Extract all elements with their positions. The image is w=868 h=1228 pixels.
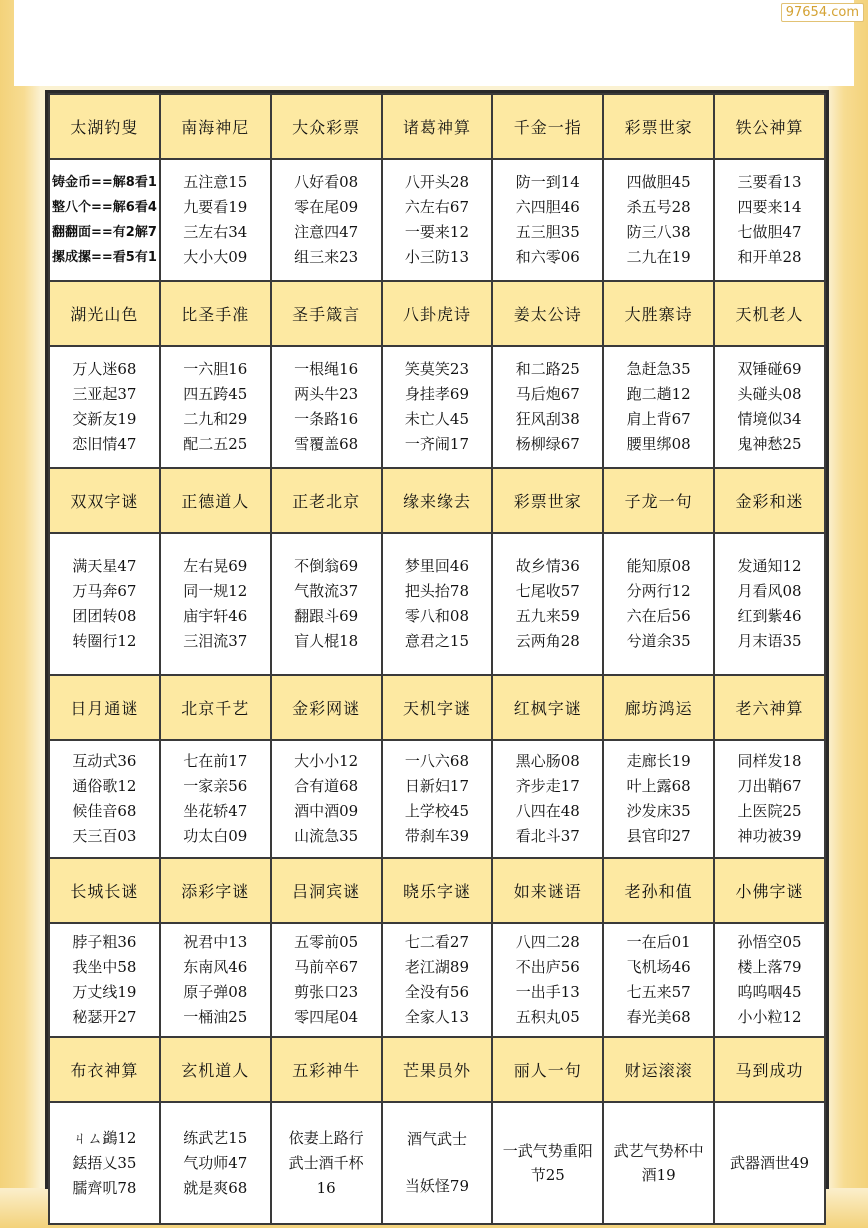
column-header: 如来谜语 bbox=[492, 858, 603, 923]
answer-line: 老江湖89 bbox=[404, 958, 469, 976]
answer-line: 未亡人45 bbox=[404, 410, 469, 428]
answer-line: 兮道余35 bbox=[626, 632, 691, 650]
answer-line: 我坐中58 bbox=[72, 958, 137, 976]
answer-row bbox=[49, 923, 825, 1037]
answer-line: 交新友19 bbox=[72, 410, 137, 428]
answer-line: 七在前17 bbox=[183, 752, 248, 770]
column-header: 玄机道人 bbox=[160, 1037, 271, 1102]
answer-line: 叶上露68 bbox=[626, 777, 691, 795]
answer-line: 三亚起37 bbox=[72, 385, 137, 403]
column-header: 太湖钓叟 bbox=[49, 94, 160, 159]
answer-line: ㄐㄙ鷁12 bbox=[72, 1128, 137, 1147]
answer-line: 县官印27 bbox=[626, 827, 691, 845]
answer-line: 肩上背67 bbox=[626, 410, 691, 428]
answer-line: 全没有56 bbox=[404, 983, 469, 1001]
answer-line: 红到紫46 bbox=[737, 607, 802, 625]
column-header: 老六神算 bbox=[714, 675, 825, 740]
answer-line: 剪张口23 bbox=[294, 983, 359, 1001]
answer-cell bbox=[714, 159, 825, 281]
answer-line: 笑莫笑23 bbox=[404, 360, 469, 378]
column-header: 晓乐字谜 bbox=[382, 858, 493, 923]
answer-cell bbox=[492, 740, 603, 858]
column-header: 添彩字谜 bbox=[160, 858, 271, 923]
answer-line: 转圈行12 bbox=[72, 632, 137, 650]
answer-line: 八四二28 bbox=[515, 933, 580, 951]
answer-line: 带刹车39 bbox=[404, 827, 469, 845]
answer-line: 四五跨45 bbox=[183, 385, 248, 403]
column-header: 廊坊鸿运 bbox=[603, 675, 714, 740]
answer-line: 四要来14 bbox=[737, 198, 802, 216]
column-header: 正德道人 bbox=[160, 468, 271, 533]
answer-line: 八好看08 bbox=[294, 173, 359, 191]
column-header: 圣手箴言 bbox=[271, 281, 382, 346]
answer-line: 山流急35 bbox=[294, 827, 359, 845]
answer-line bbox=[385, 1152, 490, 1174]
answer-line: 整八个==解6看4 bbox=[52, 200, 157, 215]
header-row bbox=[49, 94, 825, 159]
answer-cell bbox=[714, 740, 825, 858]
answer-line: 和开单28 bbox=[737, 248, 802, 266]
answer-line: 团团转08 bbox=[72, 607, 137, 625]
answer-line: 气散流37 bbox=[294, 582, 359, 600]
answer-line: 把头抬78 bbox=[404, 582, 469, 600]
answer-line: 满天星47 bbox=[72, 557, 137, 575]
answer-line: 原子弹08 bbox=[183, 983, 248, 1001]
answer-cell bbox=[492, 1102, 603, 1224]
answer-line: 同一规12 bbox=[183, 582, 248, 600]
answer-line: 大小小12 bbox=[294, 752, 359, 770]
column-header: 比圣手准 bbox=[160, 281, 271, 346]
answer-line: 日新妇17 bbox=[404, 777, 469, 795]
answer-line: 杀五号28 bbox=[626, 198, 691, 216]
answer-cell bbox=[603, 1102, 714, 1224]
answer-line: 注意四47 bbox=[294, 223, 359, 241]
column-header: 天机老人 bbox=[714, 281, 825, 346]
answer-line: 月看风08 bbox=[737, 582, 802, 600]
column-header: 小佛字谜 bbox=[714, 858, 825, 923]
answer-line: 九要看19 bbox=[183, 198, 248, 216]
answer-line: 五积丸05 bbox=[515, 1008, 580, 1026]
answer-line: 上学校45 bbox=[404, 802, 469, 820]
answer-cell bbox=[603, 923, 714, 1037]
answer-row bbox=[49, 159, 825, 281]
answer-line: 万丈线19 bbox=[72, 983, 137, 1001]
answer-cell bbox=[271, 923, 382, 1037]
answer-line: 四做胆45 bbox=[626, 173, 691, 191]
column-header: 千金一指 bbox=[492, 94, 603, 159]
column-header: 长城长谜 bbox=[49, 858, 160, 923]
header-row bbox=[49, 858, 825, 923]
answer-line: 两头牛23 bbox=[294, 385, 359, 403]
answer-line: 左右晃69 bbox=[183, 557, 248, 575]
answer-line: 黑心肠08 bbox=[515, 752, 580, 770]
column-header: 彩票世家 bbox=[603, 94, 714, 159]
top-blank-band bbox=[14, 0, 854, 86]
answer-line: 鬼神愁25 bbox=[737, 435, 802, 453]
answer-line: 马后炮67 bbox=[515, 385, 580, 403]
column-header: 老孙和值 bbox=[603, 858, 714, 923]
answer-line: 一出手13 bbox=[515, 983, 580, 1001]
answer-line: 五零前05 bbox=[294, 933, 359, 951]
answer-line: 七二看27 bbox=[404, 933, 469, 951]
column-header: 金彩网谜 bbox=[271, 675, 382, 740]
answer-line: 零在尾09 bbox=[294, 198, 359, 216]
column-header: 双双字谜 bbox=[49, 468, 160, 533]
answer-line: 铸金币==解8看1 bbox=[52, 175, 157, 190]
column-header: 大胜寨诗 bbox=[603, 281, 714, 346]
column-header: 北京千艺 bbox=[160, 675, 271, 740]
answer-line: 头碰头08 bbox=[737, 385, 802, 403]
column-header: 五彩神牛 bbox=[271, 1037, 382, 1102]
answer-line: 一八六68 bbox=[404, 752, 469, 770]
answer-line: 万马奔67 bbox=[72, 582, 137, 600]
answer-line: 就是爽68 bbox=[183, 1178, 248, 1197]
answer-line: 气功师47 bbox=[183, 1153, 248, 1172]
column-header: 天机字谜 bbox=[382, 675, 493, 740]
answer-line: 一要来12 bbox=[404, 223, 469, 241]
answer-line: 和二路25 bbox=[515, 360, 580, 378]
answer-line: 神功被39 bbox=[737, 827, 802, 845]
answer-line: 六四胆46 bbox=[515, 198, 580, 216]
answer-line: 武器酒世49 bbox=[729, 1153, 810, 1172]
column-header: 八卦虎诗 bbox=[382, 281, 493, 346]
answer-line: 马前卒67 bbox=[294, 958, 359, 976]
answer-line: 防一到14 bbox=[515, 173, 580, 191]
answer-line: 跑二趟12 bbox=[626, 385, 691, 403]
answer-line: 云两角28 bbox=[515, 632, 580, 650]
answer-line: 沙发床35 bbox=[626, 802, 691, 820]
answer-line: 武艺气势杯中酒19 bbox=[613, 1142, 704, 1184]
answer-line: 看北斗37 bbox=[515, 827, 580, 845]
answer-line: 防三八38 bbox=[626, 223, 691, 241]
column-header: 姜太公诗 bbox=[492, 281, 603, 346]
answer-cell bbox=[271, 533, 382, 675]
answer-line: 能知原08 bbox=[626, 557, 691, 575]
riddle-table bbox=[48, 93, 826, 1225]
column-header: 南海神尼 bbox=[160, 94, 271, 159]
answer-line: 八开头28 bbox=[404, 173, 469, 191]
answer-cell bbox=[603, 159, 714, 281]
answer-line: 小小粒12 bbox=[737, 1008, 802, 1026]
answer-cell bbox=[382, 533, 493, 675]
answer-cell bbox=[492, 923, 603, 1037]
header-row bbox=[49, 468, 825, 533]
answer-row bbox=[49, 533, 825, 675]
answer-line: 祝君中13 bbox=[183, 933, 248, 951]
answer-line: 武士酒千杯 bbox=[288, 1153, 364, 1172]
column-header: 诸葛神算 bbox=[382, 94, 493, 159]
answer-cell bbox=[160, 159, 271, 281]
answer-line: 零八和08 bbox=[404, 607, 469, 625]
answer-line: 七尾收57 bbox=[515, 582, 580, 600]
answer-cell bbox=[271, 1102, 382, 1224]
answer-line: 銩捂乂35 bbox=[72, 1153, 137, 1172]
answer-line: 情境似34 bbox=[737, 410, 802, 428]
answer-line: 一武气势重阳节25 bbox=[502, 1142, 593, 1184]
answer-cell bbox=[160, 533, 271, 675]
answer-line: 组三来23 bbox=[294, 248, 359, 266]
answer-line: 练武艺15 bbox=[183, 1128, 248, 1147]
answer-line: 六左右67 bbox=[404, 198, 469, 216]
answer-cell bbox=[271, 346, 382, 468]
column-header: 湖光山色 bbox=[49, 281, 160, 346]
answer-line: 同样发18 bbox=[737, 752, 802, 770]
column-header: 金彩和迷 bbox=[714, 468, 825, 533]
answer-line: 当妖怪79 bbox=[404, 1177, 469, 1195]
answer-line: 上医院25 bbox=[737, 802, 802, 820]
column-header: 财运滚滚 bbox=[603, 1037, 714, 1102]
answer-line: 一桶油25 bbox=[183, 1008, 248, 1026]
answer-line: 零四尾04 bbox=[294, 1008, 359, 1026]
answer-line: 一家亲56 bbox=[183, 777, 248, 795]
answer-cell bbox=[492, 346, 603, 468]
column-header: 马到成功 bbox=[714, 1037, 825, 1102]
answer-line: 齐步走17 bbox=[515, 777, 580, 795]
answer-line: 发通知12 bbox=[737, 557, 802, 575]
answer-line: 故乡情36 bbox=[515, 557, 580, 575]
answer-line: 急赶急35 bbox=[626, 360, 691, 378]
answer-row bbox=[49, 740, 825, 858]
answer-line: 走廊长19 bbox=[626, 752, 691, 770]
column-header: 日月通谜 bbox=[49, 675, 160, 740]
answer-line: 恋旧情47 bbox=[72, 435, 137, 453]
answer-line: 意君之15 bbox=[404, 632, 469, 650]
answer-line: 天三百03 bbox=[72, 827, 137, 845]
answer-cell bbox=[160, 346, 271, 468]
column-header: 子龙一句 bbox=[603, 468, 714, 533]
answer-line: 五注意15 bbox=[183, 173, 248, 191]
answer-cell bbox=[49, 1102, 160, 1224]
column-header: 芒果员外 bbox=[382, 1037, 493, 1102]
answer-cell bbox=[492, 159, 603, 281]
column-header: 丽人一句 bbox=[492, 1037, 603, 1102]
riddle-sheet bbox=[45, 90, 829, 1197]
answer-line: 功太白09 bbox=[183, 827, 248, 845]
site-watermark: 97654.com bbox=[781, 3, 864, 22]
answer-line: 酒中酒09 bbox=[294, 802, 359, 820]
answer-line: 万人迷68 bbox=[72, 360, 137, 378]
answer-line: 候佳音68 bbox=[72, 802, 137, 820]
answer-cell bbox=[714, 533, 825, 675]
answer-cell bbox=[49, 346, 160, 468]
answer-line: 臑齊叽78 bbox=[72, 1178, 137, 1197]
answer-line: 腰里绑08 bbox=[626, 435, 691, 453]
answer-cell bbox=[382, 346, 493, 468]
answer-cell bbox=[603, 740, 714, 858]
answer-line: 五九来59 bbox=[515, 607, 580, 625]
answer-line: 七做胆47 bbox=[737, 223, 802, 241]
answer-line: 分两行12 bbox=[626, 582, 691, 600]
answer-cell bbox=[382, 159, 493, 281]
answer-cell bbox=[160, 923, 271, 1037]
answer-line: 月末语35 bbox=[737, 632, 802, 650]
column-header: 红枫字谜 bbox=[492, 675, 603, 740]
answer-line: 二九和29 bbox=[183, 410, 248, 428]
answer-line: 孙悟空05 bbox=[737, 933, 802, 951]
answer-cell bbox=[603, 346, 714, 468]
answer-line: 大小大09 bbox=[183, 248, 248, 266]
answer-line: 坐花轿47 bbox=[183, 802, 248, 820]
answer-line: 东南风46 bbox=[183, 958, 248, 976]
answer-line: 不出庐56 bbox=[515, 958, 580, 976]
answer-line: 摞成摞==看5有1 bbox=[52, 250, 157, 265]
answer-line: 二九在19 bbox=[626, 248, 691, 266]
answer-line: 身挂孝69 bbox=[404, 385, 469, 403]
answer-line: 三泪流37 bbox=[183, 632, 248, 650]
answer-cell bbox=[160, 740, 271, 858]
answer-cell bbox=[714, 923, 825, 1037]
answer-line: 梦里回46 bbox=[404, 557, 469, 575]
answer-cell bbox=[603, 533, 714, 675]
answer-line: 刀出鞘67 bbox=[737, 777, 802, 795]
answer-line: 三左右34 bbox=[183, 223, 248, 241]
answer-line: 庙宇轩46 bbox=[183, 607, 248, 625]
answer-cell bbox=[271, 159, 382, 281]
answer-line: 不倒翁69 bbox=[294, 557, 359, 575]
answer-cell bbox=[49, 923, 160, 1037]
answer-line: 一根绳16 bbox=[294, 360, 359, 378]
answer-row bbox=[49, 1102, 825, 1224]
answer-line: 八四在48 bbox=[515, 802, 580, 820]
answer-line: 呜呜咽45 bbox=[737, 983, 802, 1001]
answer-line: 春光美68 bbox=[626, 1008, 691, 1026]
answer-line: 狂风刮38 bbox=[515, 410, 580, 428]
answer-line: 合有道68 bbox=[294, 777, 359, 795]
answer-line: 楼上落79 bbox=[737, 958, 802, 976]
answer-cell bbox=[49, 740, 160, 858]
answer-line: 双锤碰69 bbox=[737, 360, 802, 378]
answer-line: 一在后01 bbox=[626, 933, 691, 951]
header-row bbox=[49, 1037, 825, 1102]
answer-line: 一条路16 bbox=[294, 410, 359, 428]
answer-line: 翻跟斗69 bbox=[294, 607, 359, 625]
left-gold-border bbox=[0, 0, 40, 1228]
answer-line: 七五来57 bbox=[626, 983, 691, 1001]
answer-cell bbox=[271, 740, 382, 858]
answer-line: 一六胆16 bbox=[183, 360, 248, 378]
answer-cell bbox=[492, 533, 603, 675]
answer-line: 和六零06 bbox=[515, 248, 580, 266]
answer-line: 脖子粗36 bbox=[72, 933, 137, 951]
answer-line: 秘瑟开27 bbox=[72, 1008, 137, 1026]
column-header: 吕洞宾谜 bbox=[271, 858, 382, 923]
answer-line: 酒气武士 bbox=[406, 1130, 467, 1148]
column-header: 大众彩票 bbox=[271, 94, 382, 159]
answer-cell bbox=[714, 1102, 825, 1224]
answer-line: 16 bbox=[316, 1178, 336, 1197]
answer-cell bbox=[714, 346, 825, 468]
answer-line: 飞机场46 bbox=[626, 958, 691, 976]
answer-line: 互动式36 bbox=[72, 752, 137, 770]
column-header: 布衣神算 bbox=[49, 1037, 160, 1102]
answer-line: 全家人13 bbox=[404, 1008, 469, 1026]
right-gold-border bbox=[828, 0, 868, 1228]
answer-line: 六在后56 bbox=[626, 607, 691, 625]
answer-line: 小三防13 bbox=[404, 248, 469, 266]
header-row bbox=[49, 675, 825, 740]
answer-line: 一齐闹17 bbox=[404, 435, 469, 453]
answer-line: 盲人棍18 bbox=[294, 632, 359, 650]
header-row bbox=[49, 281, 825, 346]
column-header: 缘来缘去 bbox=[382, 468, 493, 533]
answer-line: 翻翻面==有2解7 bbox=[52, 225, 157, 240]
answer-line: 通俗歌12 bbox=[72, 777, 137, 795]
column-header: 正老北京 bbox=[271, 468, 382, 533]
answer-line: 雪覆盖68 bbox=[294, 435, 359, 453]
answer-cell bbox=[382, 1102, 493, 1224]
answer-cell bbox=[382, 923, 493, 1037]
column-header: 铁公神算 bbox=[714, 94, 825, 159]
answer-cell bbox=[49, 533, 160, 675]
answer-line: 配二五25 bbox=[183, 435, 248, 453]
answer-line: 五三胆35 bbox=[515, 223, 580, 241]
answer-line: 杨柳绿67 bbox=[515, 435, 580, 453]
column-header: 彩票世家 bbox=[492, 468, 603, 533]
answer-row bbox=[49, 346, 825, 468]
answer-line: 三要看13 bbox=[737, 173, 802, 191]
answer-line: 依妻上路行 bbox=[288, 1128, 364, 1147]
answer-cell bbox=[49, 159, 160, 281]
answer-cell bbox=[160, 1102, 271, 1224]
answer-cell bbox=[382, 740, 493, 858]
